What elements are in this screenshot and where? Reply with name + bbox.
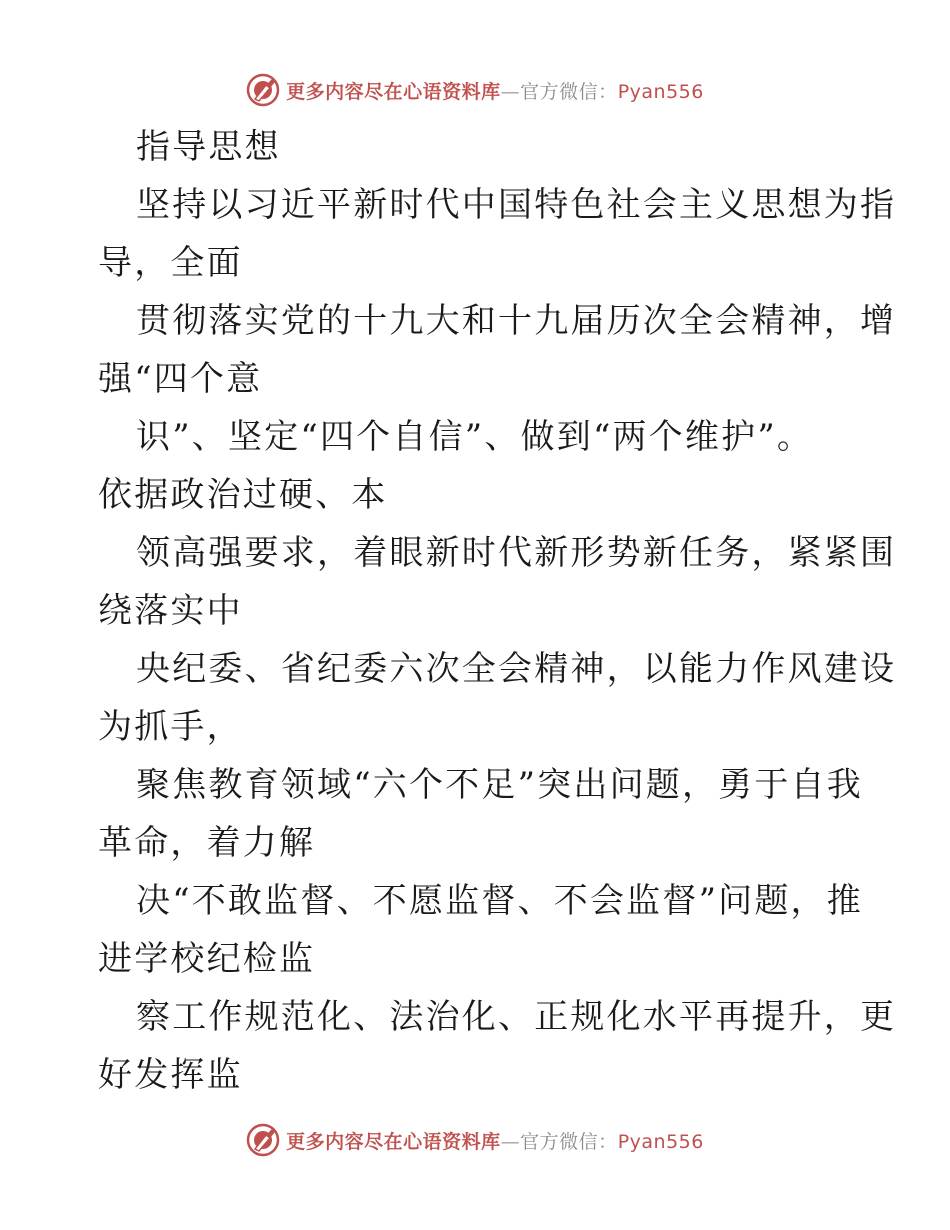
banner-text bbox=[286, 1127, 704, 1154]
banner-dash: — bbox=[500, 80, 521, 103]
footer-banner bbox=[0, 1120, 950, 1160]
text-line: 强“四个意 bbox=[98, 359, 263, 399]
section-heading: 指导思想 bbox=[136, 127, 281, 167]
text-line: 聚焦教育领域“六个不足”突出问题，勇于自我 bbox=[136, 765, 863, 805]
text-line: 革命，着力解 bbox=[98, 823, 316, 863]
text-line: 进学校纪检监 bbox=[98, 939, 316, 979]
text-line: 依据政治过硬、本 bbox=[98, 475, 388, 515]
banner-wechat-label: 官方微信： bbox=[520, 1130, 618, 1153]
text-line: 导，全面 bbox=[98, 243, 243, 283]
banner-wechat-label: 官方微信： bbox=[520, 80, 618, 103]
banner-dash: — bbox=[500, 1130, 521, 1153]
banner-wechat-id: Pyan556 bbox=[617, 1130, 704, 1153]
text-line: 绕落实中 bbox=[98, 591, 243, 631]
header-banner bbox=[0, 70, 950, 110]
banner-wechat-id: Pyan556 bbox=[617, 80, 704, 103]
text-line: 为抓手， bbox=[98, 707, 243, 747]
text-line: 央纪委、省纪委六次全会精神，以能力作风建设 bbox=[136, 649, 897, 689]
document-body bbox=[98, 118, 897, 1104]
text-line: 贯彻落实党的十九大和十九届历次全会精神，增 bbox=[136, 301, 897, 341]
pen-nib-icon bbox=[246, 1123, 280, 1157]
text-line: 识”、坚定“四个自信”、做到“两个维护”。 bbox=[136, 417, 814, 457]
text-line: 好发挥监 bbox=[98, 1055, 243, 1095]
banner-main-text: 更多内容尽在心语资料库 bbox=[286, 1130, 501, 1153]
banner-text bbox=[286, 77, 704, 104]
text-line: 决“不敢监督、不愿监督、不会监督”问题，推 bbox=[136, 881, 863, 921]
banner-main-text: 更多内容尽在心语资料库 bbox=[286, 80, 501, 103]
pen-nib-icon bbox=[246, 73, 280, 107]
text-line: 坚持以习近平新时代中国特色社会主义思想为指 bbox=[136, 185, 897, 225]
text-line: 察工作规范化、法治化、正规化水平再提升，更 bbox=[136, 997, 897, 1037]
text-line: 领高强要求，着眼新时代新形势新任务，紧紧围 bbox=[136, 533, 897, 573]
